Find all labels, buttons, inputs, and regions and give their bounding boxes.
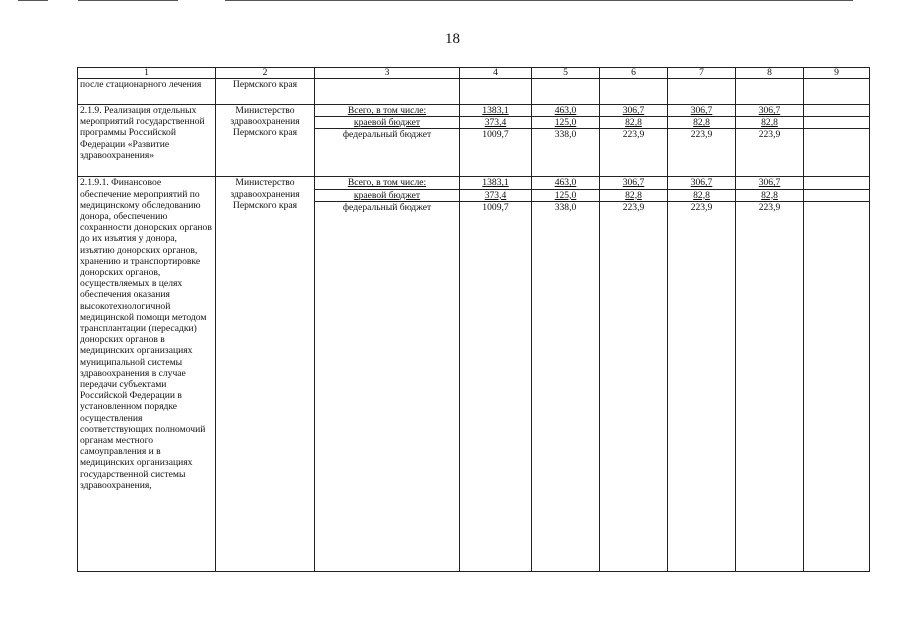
column-number: 3	[315, 68, 460, 79]
value-cell	[804, 105, 870, 117]
column-number: 1	[78, 68, 216, 79]
value-cell	[804, 129, 870, 177]
value-cell: 306,7	[736, 105, 804, 117]
value-cell: 1009,7	[460, 129, 532, 177]
value-cell: 125,0	[532, 117, 600, 129]
value-cell: 338,0	[532, 201, 600, 571]
value-cell: 463,0	[532, 177, 600, 189]
value-cell: 223,9	[600, 201, 668, 571]
empty-cell	[532, 79, 600, 105]
column-number: 6	[600, 68, 668, 79]
value-cell: 373,4	[460, 117, 532, 129]
empty-cell	[460, 79, 532, 105]
value-cell: 463,0	[532, 105, 600, 117]
funding-source: Всего, в том числе:	[315, 177, 460, 189]
column-number: 5	[532, 68, 600, 79]
executor-cell: Министерство здравоохранения Пермского края	[216, 105, 315, 177]
column-number: 9	[804, 68, 870, 79]
budget-table	[77, 67, 870, 572]
value-cell: 306,7	[668, 177, 736, 189]
column-number-row	[78, 68, 870, 79]
value-cell: 306,7	[600, 177, 668, 189]
value-cell: 125,0	[532, 189, 600, 201]
empty-cell	[600, 79, 668, 105]
value-cell: 306,7	[736, 177, 804, 189]
value-cell: 82,8	[736, 117, 804, 129]
value-cell: 223,9	[600, 129, 668, 177]
value-cell: 223,9	[736, 201, 804, 571]
top-rule	[225, 0, 853, 1]
column-number: 7	[668, 68, 736, 79]
column-number: 8	[736, 68, 804, 79]
value-cell: 223,9	[736, 129, 804, 177]
empty-cell	[668, 79, 736, 105]
column-number: 2	[216, 68, 315, 79]
value-cell: 1009,7	[460, 201, 532, 571]
activity-name: 2.1.9.1. Финансовое обеспечение мероприятий по медицинскому обследованию донора, обеспечению сохранности донорских органов до их изъятия у донора, изъятию донорских органов, хранению и транспортировке донорских органов, осуществляемых в целях обеспечения оказания высокотехнологичной медицинской помощи методом трансплантации (пересадки) донорских органов в медицинских организациях муниципальной системы здравоохранения в случае передачи субъектами Российской Федерации в установленном порядке осуществления соответствующих полномочий органам местного самоуправления и в медицинских организациях государственной системы здравоохранения,	[78, 177, 216, 571]
value-cell	[804, 189, 870, 201]
table-row	[78, 105, 870, 117]
funding-source: краевой бюджет	[315, 117, 460, 129]
value-cell: 82,8	[600, 189, 668, 201]
value-cell: 223,9	[668, 129, 736, 177]
funding-source: Всего, в том числе:	[315, 105, 460, 117]
value-cell: 306,7	[600, 105, 668, 117]
value-cell: 1383,1	[460, 177, 532, 189]
empty-cell	[736, 79, 804, 105]
column-number: 4	[460, 68, 532, 79]
value-cell: 306,7	[668, 105, 736, 117]
funding-source: краевой бюджет	[315, 189, 460, 201]
page-number: 18	[445, 31, 460, 47]
table-row	[78, 177, 870, 189]
value-cell	[804, 177, 870, 189]
funding-source: федеральный бюджет	[315, 129, 460, 177]
activity-name: 2.1.9. Реализация отдельных мероприятий государственной программы Российской Федерации «Развитие здравоохранения»	[78, 105, 216, 177]
value-cell: 82,8	[736, 189, 804, 201]
top-rule	[78, 0, 178, 1]
top-rule	[18, 0, 48, 1]
empty-cell	[804, 79, 870, 105]
value-cell: 82,8	[600, 117, 668, 129]
continuation-row	[78, 79, 870, 105]
value-cell: 1383,1	[460, 105, 532, 117]
activity-name: после стационарного лечения	[78, 79, 216, 105]
value-cell: 338,0	[532, 129, 600, 177]
funding-source: федеральный бюджет	[315, 201, 460, 571]
value-cell	[804, 201, 870, 571]
executor-cell: Пермского края	[216, 79, 315, 105]
value-cell: 373,4	[460, 189, 532, 201]
value-cell: 223,9	[668, 201, 736, 571]
empty-cell	[315, 79, 460, 105]
value-cell: 82,8	[668, 189, 736, 201]
value-cell	[804, 117, 870, 129]
value-cell: 82,8	[668, 117, 736, 129]
executor-cell: Министерство здравоохранения Пермского края	[216, 177, 315, 571]
